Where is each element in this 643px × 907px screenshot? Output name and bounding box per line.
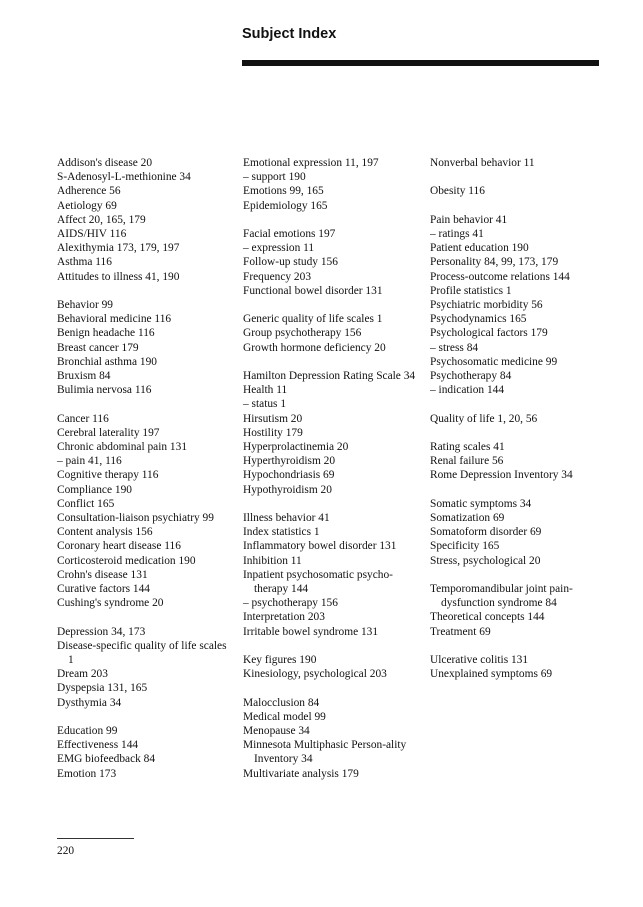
index-letter-group (243, 653, 423, 681)
index-entry: Hypochondriasis 69 (243, 469, 335, 482)
index-entry: Dream 203 (57, 668, 108, 681)
index-entry: Coronary heart disease 116 (57, 540, 181, 553)
index-letter-group (57, 156, 233, 284)
index-entry: Emotion 173 (57, 767, 117, 780)
index-entry: Key figures 190 (243, 654, 317, 667)
page-title: Subject Index (242, 26, 337, 42)
index-entry: Somatic symptoms 34 (430, 497, 532, 510)
index-letter-group (430, 412, 600, 426)
index-entry: Aetiology 69 (57, 199, 117, 212)
index-entry: Temporomandibular joint pain-dysfunction syndrome 84 (430, 583, 573, 610)
index-letter-group (243, 227, 423, 298)
title-rule (242, 60, 599, 66)
index-entry: Inhibition 11 (243, 554, 302, 567)
index-entry: Hyperprolactinemia 20 (243, 441, 349, 454)
index-entry: Cerebral laterality 197 (57, 426, 160, 439)
index-entry: Attitudes to illness 41, 190 (57, 270, 180, 283)
index-entry: Nonverbal behavior 11 (430, 157, 535, 169)
index-entry: Hypothyroidism 20 (243, 483, 332, 496)
index-entry: Stress, psychological 20 (430, 554, 541, 567)
index-entry: Treatment 69 (430, 625, 491, 638)
index-entry: Emotions 99, 165 (243, 185, 324, 198)
index-entry: – support 190 (243, 171, 306, 184)
index-entry: Psychological factors 179 (430, 327, 548, 340)
index-entry: Facial emotions 197 (243, 228, 336, 240)
index-entry: AIDS/HIV 116 (57, 228, 127, 241)
footer-rule (57, 838, 134, 839)
index-entry: Bulimia nervosa 116 (57, 384, 152, 397)
index-entry: – expression 11 (243, 242, 315, 255)
index-entry: Corticosteroid medication 190 (57, 554, 196, 567)
index-entry: Frequency 203 (243, 270, 312, 283)
index-entry: Epidemiology 165 (243, 199, 328, 212)
index-entry: Quality of life 1, 20, 56 (430, 412, 538, 425)
index-entry: Index statistics 1 (243, 526, 320, 539)
index-entry: Hyperthyroidism 20 (243, 455, 336, 468)
index-entry: Hostility 179 (243, 426, 303, 439)
index-entry: Affect 20, 165, 179 (57, 213, 146, 226)
index-letter-group (243, 511, 423, 639)
index-entry: Cognitive therapy 116 (57, 469, 159, 482)
index-entry: Follow-up study 156 (243, 256, 338, 269)
index-entry: Consultation-liaison psychiatry 99 (57, 512, 214, 525)
index-entry: Chronic abdominal pain 131 (57, 441, 188, 454)
index-letter-group (430, 582, 600, 639)
index-entry: Education 99 (57, 725, 118, 738)
index-entry: Malocclusion 84 (243, 696, 320, 709)
index-entry: Pain behavior 41 (430, 213, 508, 226)
index-column-1 (57, 156, 233, 795)
index-entry: Disease-specific quality of life scales 1 (57, 639, 227, 667)
index-letter-group (430, 213, 600, 398)
index-entry: Personality 84, 99, 173, 179 (430, 256, 559, 269)
index-entry: Bruxism 84 (57, 370, 111, 383)
index-entry: Somatization 69 (430, 512, 505, 524)
index-entry: Generic quality of life scales 1 (243, 313, 383, 326)
index-entry: Patient education 190 (430, 242, 529, 255)
index-entry: Process-outcome relations 144 (430, 270, 570, 283)
index-entry: Behavior 99 (57, 299, 113, 312)
index-entry: Profile statistics 1 (430, 284, 512, 297)
index-entry: – stress 84 (430, 341, 479, 354)
index-entry: Minnesota Multiphasic Person-ality Inventory 34 (243, 739, 407, 766)
index-entry: Adherence 56 (57, 185, 121, 198)
index-entry: Hamilton Depression Rating Scale 34 (243, 370, 416, 382)
index-entry: Rating scales 41 (430, 441, 505, 453)
index-letter-group (243, 312, 423, 355)
index-entry: Compliance 190 (57, 483, 132, 496)
index-entry: Health 11 (243, 384, 288, 397)
index-letter-group (430, 156, 600, 170)
index-entry: Inpatient psychosomatic psycho-therapy 144 (243, 568, 393, 596)
index-entry: Content analysis 156 (57, 526, 153, 539)
index-entry: Psychiatric morbidity 56 (430, 299, 543, 311)
index-entry: Dyspepsia 131, 165 (57, 682, 148, 695)
index-entry: Emotional expression 11, 197 (243, 157, 379, 169)
index-entry: Cushing's syndrome 20 (57, 597, 164, 610)
index-entry: – pain 41, 116 (57, 455, 122, 468)
index-column-3 (430, 156, 600, 696)
index-entry: Hirsutism 20 (243, 412, 303, 425)
index-entry: Psychotherapy 84 (430, 370, 512, 383)
index-entry: EMG biofeedback 84 (57, 753, 156, 766)
index-entry: Medical model 99 (243, 710, 326, 723)
index-entry: Ulcerative colitis 131 (430, 654, 529, 666)
index-letter-group (430, 184, 600, 198)
index-entry: Obesity 116 (430, 185, 485, 198)
index-letter-group (430, 653, 600, 681)
index-letter-group (57, 724, 233, 781)
index-entry: Growth hormone deficiency 20 (243, 341, 386, 354)
index-entry: Conflict 165 (57, 497, 115, 510)
index-entry: Interpretation 203 (243, 611, 325, 624)
index-entry: Breast cancer 179 (57, 341, 139, 354)
index-letter-group (243, 156, 423, 213)
index-letter-group (243, 696, 423, 781)
index-entry: Curative factors 144 (57, 583, 150, 596)
index-entry: Inflammatory bowel disorder 131 (243, 540, 397, 553)
index-entry: – status 1 (243, 398, 287, 411)
index-entry: – psychotherapy 156 (243, 597, 338, 610)
index-entry: – ratings 41 (430, 227, 484, 240)
index-entry: Alexithymia 173, 179, 197 (57, 242, 180, 255)
index-entry: Illness behavior 41 (243, 512, 330, 525)
index-letter-group (57, 412, 233, 611)
index-entry: Bronchial asthma 190 (57, 355, 157, 368)
index-entry: Psychodynamics 165 (430, 313, 527, 326)
index-entry: Functional bowel disorder 131 (243, 284, 383, 297)
index-letter-group (430, 440, 600, 483)
page-number: 220 (57, 845, 75, 857)
index-entry: – indication 144 (430, 384, 505, 397)
index-entry: Somatoform disorder 69 (430, 526, 542, 539)
index-entry: Unexplained symptoms 69 (430, 668, 553, 681)
index-entry: S-Adenosyl-L-methionine 34 (57, 171, 191, 184)
index-entry: Theoretical concepts 144 (430, 611, 545, 624)
index-entry: Cancer 116 (57, 412, 109, 425)
index-entry: Menopause 34 (243, 725, 310, 738)
index-column-2 (243, 156, 423, 795)
index-entry: Rome Depression Inventory 34 (430, 469, 573, 482)
index-entry: Depression 34, 173 (57, 625, 146, 638)
index-entry: Irritable bowel syndrome 131 (243, 625, 379, 638)
index-entry: Multivariate analysis 179 (243, 767, 359, 780)
index-entry: Crohn's disease 131 (57, 568, 148, 581)
index-letter-group (430, 497, 600, 568)
index-entry: Specificity 165 (430, 540, 500, 553)
index-letter-group (57, 625, 233, 710)
index-entry: Benign headache 116 (57, 327, 155, 340)
index-entry: Addison's disease 20 (57, 157, 153, 169)
index-letter-group (243, 369, 423, 497)
index-entry: Group psychotherapy 156 (243, 327, 362, 340)
index-entry: Asthma 116 (57, 256, 112, 269)
index-entry: Dysthymia 34 (57, 696, 122, 709)
index-letter-group (57, 298, 233, 397)
index-entry: Behavioral medicine 116 (57, 313, 172, 326)
index-entry: Renal failure 56 (430, 455, 504, 468)
index-entry: Effectiveness 144 (57, 739, 139, 752)
index-entry: Psychosomatic medicine 99 (430, 355, 558, 368)
index-entry: Kinesiology, psychological 203 (243, 668, 387, 681)
